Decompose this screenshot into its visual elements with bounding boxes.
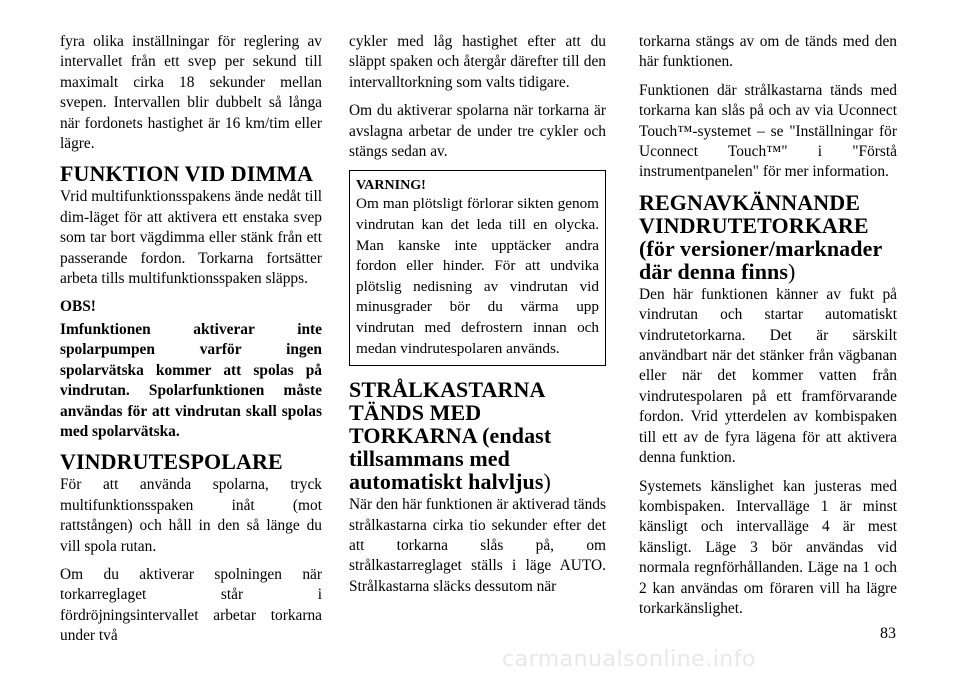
paragraph-washer-1: För att använda spolarna, tryck multifunktionsspaken inåt (mot rattstången) och håll in den så länge du vill spola rutan. bbox=[60, 476, 322, 555]
paragraph-washer-off: Om du aktiverar spolarna när torkarna är avslagna arbetar de under tre cykler och stängs sedan av. bbox=[349, 102, 606, 161]
note-label: OBS! bbox=[60, 298, 96, 316]
heading-windshield-washer: VINDRUTESPOLARE bbox=[60, 449, 283, 475]
paragraph-washer-2: Om du aktiverar spolningen när torkarreglaget står i fördröjningsintervallet arbetar torkarna under två bbox=[60, 565, 322, 645]
page-number: 83 bbox=[880, 625, 896, 642]
warning-title: VARNING! bbox=[356, 178, 426, 194]
column-left bbox=[60, 32, 322, 647]
paragraph-headlights-off: torkarna stängs av om de tänds med den här funktionen. bbox=[639, 33, 897, 71]
heading-rain-sensing-wipers bbox=[639, 191, 897, 283]
column-middle bbox=[349, 32, 606, 597]
heading-rain-paren: ) bbox=[788, 258, 796, 284]
column-right bbox=[639, 32, 897, 619]
paragraph-headlights: När den här funktionen är aktiverad tänds strålkastarna cirka tio sekunder efter det att torkarna slås på, om strålkastarreglaget ställs i läge AUTO. Strålkastarna släcks dessutom när bbox=[349, 496, 606, 595]
heading-headlights-text: STRÅLKASTARNA TÄNDS MED TORKARNA (endast tillsammans med automatiskt halvljus bbox=[349, 377, 552, 495]
heading-headlights-paren: ) bbox=[543, 469, 551, 495]
paragraph-cycles: cykler med låg hastighet efter att du släppt spaken och återgår därefter till den intervalltorkning som valts tidigare. bbox=[349, 33, 606, 91]
paragraph-sensitivity: Systemets känslighet kan justeras med kombispaken. Intervalläge 1 är minst känsligt och intervalläge 4 är mest känsligt. Läge 3 bör användas vid normala regnförhållanden. Läge na 1 och 2 kan användas om föraren vill ha lägre torkarkänslighet. bbox=[639, 477, 897, 617]
watermark: carmanualsonline.info bbox=[502, 647, 756, 672]
paragraph-rain-sensing: Den här funktionen känner av fukt på vindrutan och startar automatiskt vindrutetorkarna. Det är särskilt användbart när det stänker från vägbanan eller när det kommer vatten från vindrutespolaren på ett framförvarande fordon. Vrid ytterdelen av kombispaken till ett av de fyra lägena för att aktivera denna funktion. bbox=[639, 285, 897, 467]
paragraph-interval: fyra olika inställningar för reglering av intervallet från ett svep per sekund till maximalt cirka 18 sekunder mellan svepen. Intervallen blir dubbelt så långa när fordonets hastighet är 16 km/tim eller lägre. bbox=[60, 33, 322, 153]
paragraph-uconnect: Funktionen där strålkastarna tänds med torkarna kan slås på och av via Uconnect Touch™-systemet – se "Inställningar för Uconnect Touch™" i "Förstå instrumentpanelen" för mer information. bbox=[639, 81, 897, 181]
warning-text: Om man plötsligt förlorar sikten genom vindrutan kan det leda till en olycka. Man kanske inte upptäcker andra fordon eller hinder. För att undvika plötslig nedisning av vindrutan vid minusgrader bör du värma upp vindrutan med defrostern innan och medan vindrutespolaren används. bbox=[356, 195, 599, 357]
heading-rain-text: REGNAVKÄNNANDE VINDRUTETORKARE (för versioner/marknader där denna finns bbox=[639, 189, 882, 284]
heading-mist-function: FUNKTION VID DIMMA bbox=[60, 161, 314, 187]
paragraph-mist: Vrid multifunktionsspakens ände nedåt till dim-läget för att aktivera ett enstaka svep som tar bort vägdimma eller stänk från ett passerande fordon. Torkarna fortsätter arbeta tills multifunktionsspaken släpps. bbox=[60, 188, 322, 288]
warning-box bbox=[349, 170, 606, 366]
note-text: Imfunktionen aktiverar inte spolarpumpen varför ingen spolarvätska kommer att spolas på vindrutan. Spolarfunktionen måste användas för att vindrutan skall spolas med spolarvätska. bbox=[60, 320, 322, 440]
heading-headlights-with-wipers bbox=[349, 378, 606, 493]
